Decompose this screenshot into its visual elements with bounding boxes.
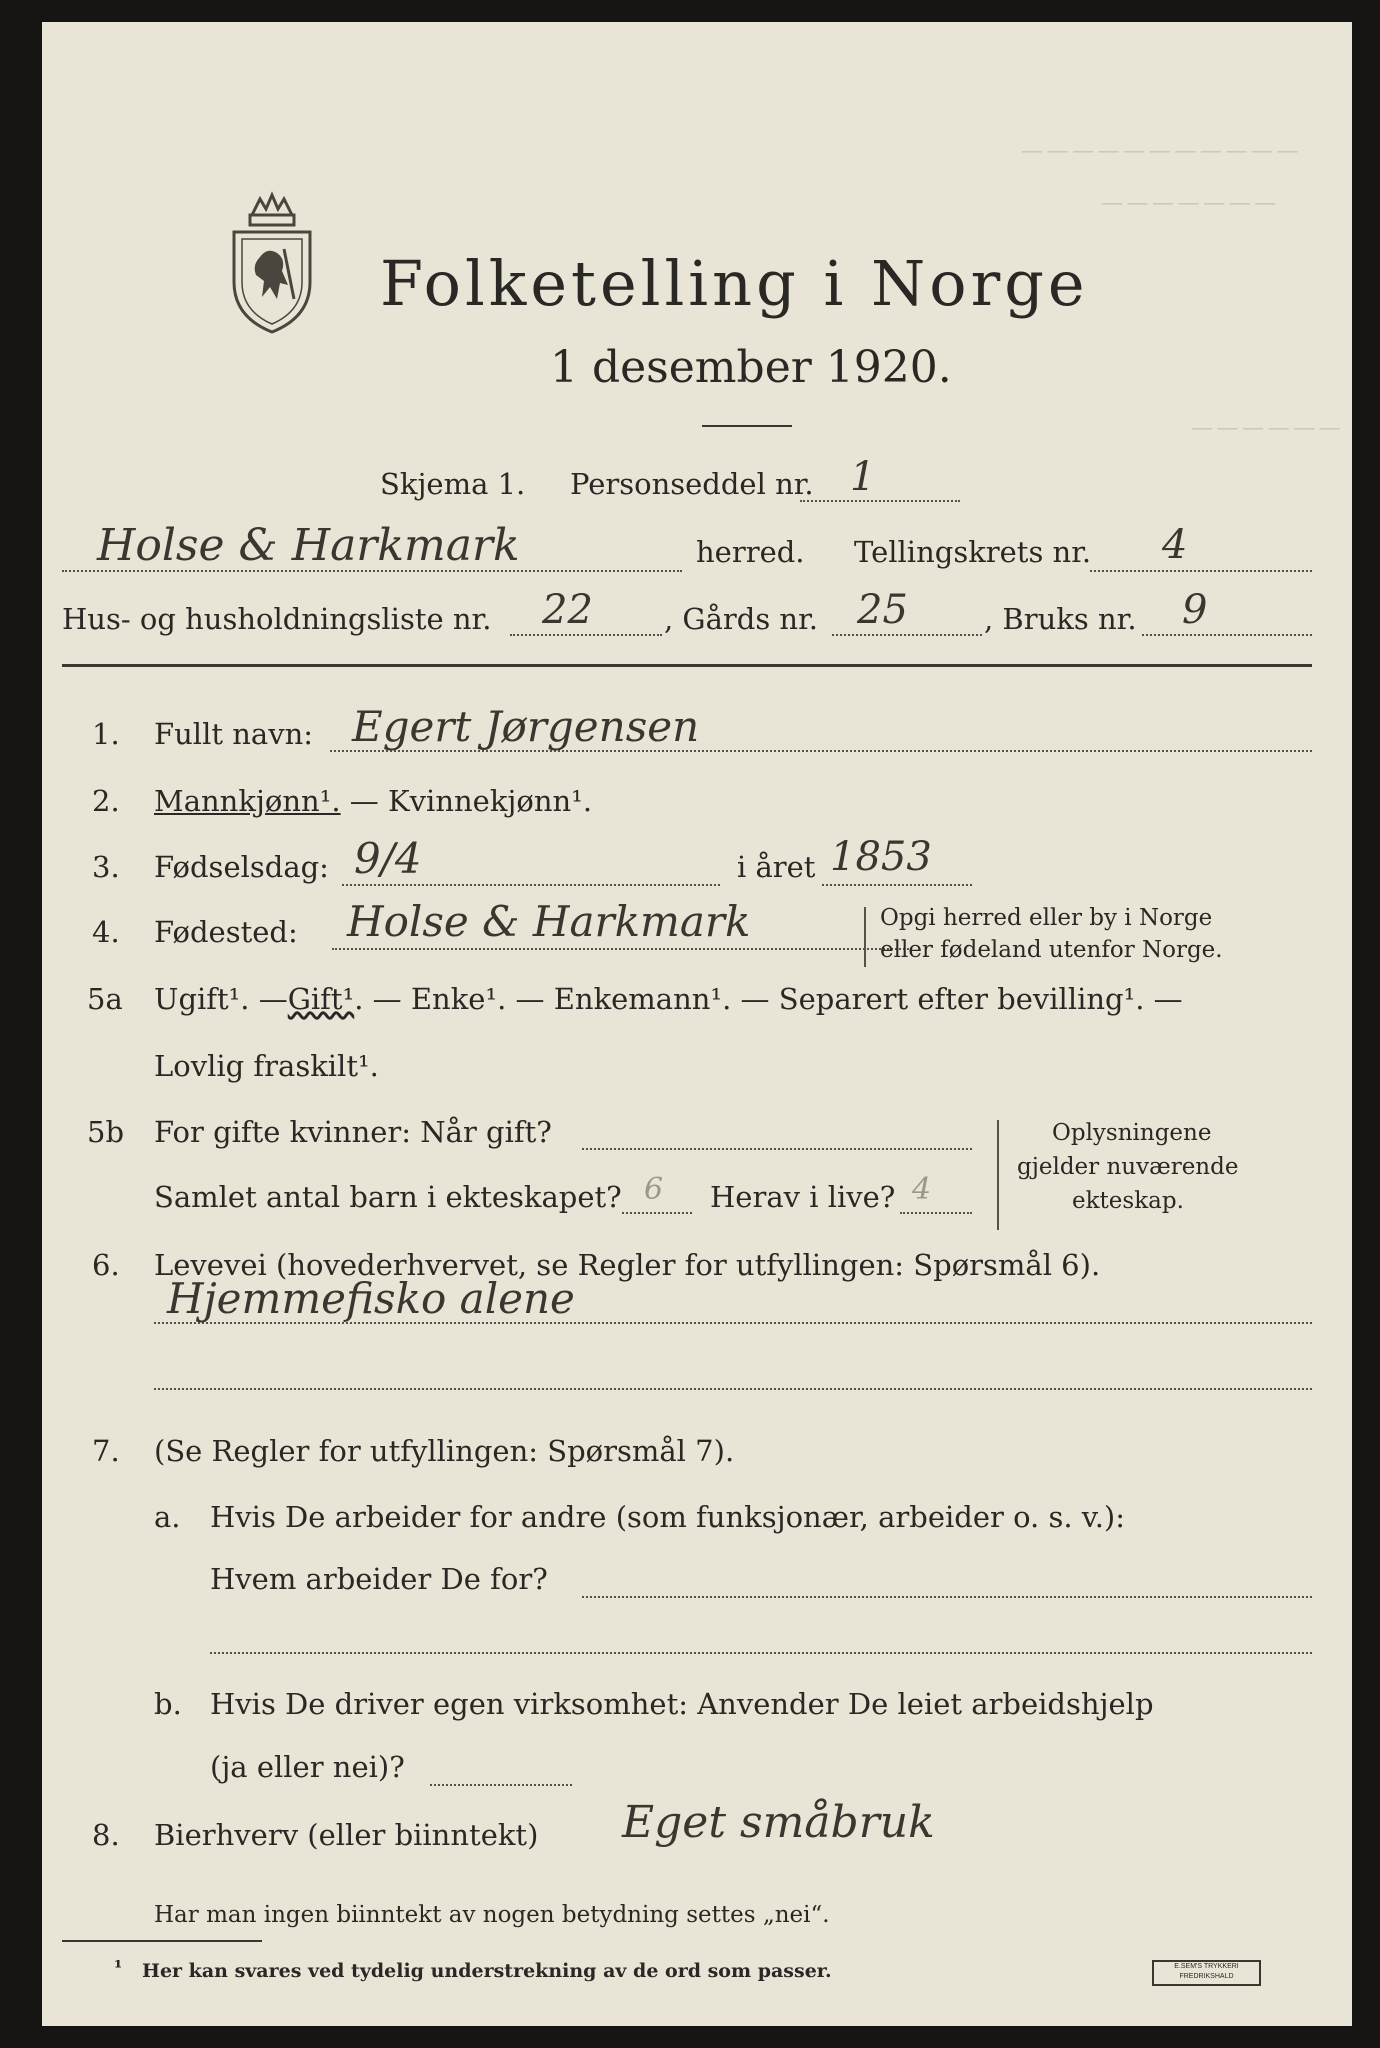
title-divider bbox=[702, 425, 792, 427]
bruks-line bbox=[1142, 634, 1312, 636]
q3-line bbox=[342, 884, 720, 886]
schema-label: Skjema 1. bbox=[380, 467, 526, 501]
q5a-line2: Lovlig fraskilt¹. bbox=[154, 1049, 379, 1083]
q4-value: Holse & Harkmark bbox=[347, 897, 751, 946]
tellingskrets-value: 4 bbox=[1162, 522, 1188, 568]
q4-number: 4. bbox=[92, 915, 120, 949]
q5b-value3: 4 bbox=[912, 1172, 932, 1207]
q5b-value2: 6 bbox=[644, 1172, 664, 1207]
q2-number: 2. bbox=[92, 784, 120, 818]
q5b-brace bbox=[997, 1120, 999, 1230]
footer-note: Har man ingen biinntekt av nogen betydning settes „nei“. bbox=[154, 1902, 830, 1928]
q5b-note-line1: Oplysningene bbox=[1052, 1120, 1212, 1146]
q5b-label1: For gifte kvinner: Når gift? bbox=[154, 1115, 552, 1149]
gards-label: , Gårds nr. bbox=[664, 602, 818, 636]
herred-value: Holse & Harkmark bbox=[97, 520, 520, 571]
husliste-line bbox=[510, 634, 662, 636]
q3-year-line bbox=[822, 884, 972, 886]
husliste-value: 22 bbox=[542, 587, 593, 633]
q5b-label2: Samlet antal barn i ekteskapet? bbox=[154, 1180, 622, 1214]
bleed-through-text: — — — — — — — — — — — bbox=[1022, 140, 1298, 162]
q5b-line1 bbox=[582, 1148, 972, 1150]
q7a-line2 bbox=[210, 1652, 1312, 1654]
q4-line bbox=[332, 948, 912, 950]
q7b-text: Hvis De driver egen virksomhet: Anvender De leiet arbeidshjelp bbox=[210, 1687, 1154, 1721]
gards-value: 25 bbox=[857, 587, 908, 633]
q1-number: 1. bbox=[92, 717, 120, 751]
q1-value: Egert Jørgensen bbox=[352, 702, 700, 751]
q4-note-line1: Opgi herred eller by i Norge bbox=[880, 905, 1213, 931]
q3-number: 3. bbox=[92, 850, 120, 884]
q5b-line2 bbox=[622, 1212, 692, 1214]
section-divider bbox=[62, 664, 1312, 667]
q7-number: 7. bbox=[92, 1434, 120, 1468]
q2-dash: — bbox=[340, 784, 388, 818]
q3-value: 9/4 bbox=[354, 834, 422, 883]
form-title: Folketelling i Norge bbox=[380, 247, 1089, 320]
bleed-through-text: — — — — — — — bbox=[1102, 192, 1276, 214]
q6-number: 6. bbox=[92, 1248, 120, 1282]
q3-year-label: i året bbox=[737, 850, 816, 884]
personseddel-value: 1 bbox=[850, 454, 876, 500]
norway-coat-of-arms-icon bbox=[222, 187, 322, 337]
q6-line2 bbox=[154, 1388, 1312, 1390]
q5a-ugift: Ugift¹. bbox=[154, 982, 250, 1016]
personseddel-line bbox=[800, 500, 960, 502]
q8-value: Eget småbruk bbox=[622, 1797, 935, 1848]
q6-label: Levevei (hovederhvervet, se Regler for utfyllingen: Spørsmål 6). bbox=[154, 1248, 1101, 1282]
q7a-line1 bbox=[582, 1596, 1312, 1598]
q5b-number: 5b bbox=[87, 1115, 125, 1149]
q7a-sub: Hvem arbeider De for? bbox=[210, 1562, 548, 1596]
q2-answer bbox=[154, 784, 592, 818]
q5a-rest: . — Enke¹. — Enkemann¹. — Separert efter bevilling¹. — bbox=[354, 982, 1183, 1016]
q7a-text: Hvis De arbeider for andre (som funksjonær, arbeider o. s. v.): bbox=[210, 1500, 1126, 1534]
herred-label: herred. bbox=[696, 535, 805, 569]
tellingskrets-line bbox=[1090, 570, 1312, 572]
q4-brace bbox=[864, 907, 866, 967]
q2-option-male: Mannkjønn¹. bbox=[154, 784, 341, 818]
footnote-divider bbox=[62, 1940, 262, 1942]
q5a-dash: — bbox=[249, 982, 288, 1016]
census-date: 1 desember 1920. bbox=[550, 342, 952, 393]
footnote-text: Her kan svares ved tydelig understrekning av de ord som passer. bbox=[142, 1960, 832, 1982]
personseddel-label: Personseddel nr. bbox=[570, 467, 814, 501]
q5a-answer bbox=[154, 982, 1183, 1016]
q7b-line bbox=[430, 1784, 572, 1786]
q5a-number: 5a bbox=[87, 982, 123, 1016]
bruks-label: , Bruks nr. bbox=[984, 602, 1137, 636]
census-form-page bbox=[42, 22, 1352, 2026]
q7b-letter: b. bbox=[154, 1687, 182, 1721]
husliste-label: Hus- og husholdningsliste nr. bbox=[62, 602, 492, 636]
gards-line bbox=[832, 634, 982, 636]
q3-label: Fødselsdag: bbox=[154, 850, 329, 884]
q7-label: (Se Regler for utfyllingen: Spørsmål 7). bbox=[154, 1434, 735, 1468]
q2-option-female: Kvinnekjønn¹. bbox=[388, 784, 593, 818]
q3-year-value: 1853 bbox=[830, 834, 932, 880]
q1-label: Fullt navn: bbox=[154, 717, 314, 751]
q4-label: Fødested: bbox=[154, 915, 298, 949]
q5b-note-line2: gjelder nuværende bbox=[1017, 1154, 1239, 1180]
bleed-through-text: — — — — — — bbox=[1192, 417, 1340, 439]
q4-note-line2: eller fødeland utenfor Norge. bbox=[880, 937, 1223, 963]
q8-label: Bierhverv (eller biinntekt) bbox=[154, 1818, 539, 1852]
q5a-gift: Gift¹ bbox=[287, 982, 355, 1016]
q8-number: 8. bbox=[92, 1818, 120, 1852]
q5b-label3: Herav i live? bbox=[710, 1180, 896, 1214]
q6-value: Hjemmefisko alene bbox=[167, 1274, 575, 1323]
tellingskrets-label: Tellingskrets nr. bbox=[854, 535, 1092, 569]
printer-stamp: E.SEM'S TRYKKERI FREDRIKSHALD bbox=[1152, 1960, 1261, 1986]
q5b-line3 bbox=[900, 1212, 972, 1214]
footnote-mark: ¹ bbox=[114, 1957, 123, 1979]
q7b-sub: (ja eller nei)? bbox=[210, 1750, 405, 1784]
bruks-value: 9 bbox=[1182, 587, 1208, 633]
q7a-letter: a. bbox=[154, 1500, 181, 1534]
q5b-note-line3: ekteskap. bbox=[1072, 1188, 1184, 1214]
